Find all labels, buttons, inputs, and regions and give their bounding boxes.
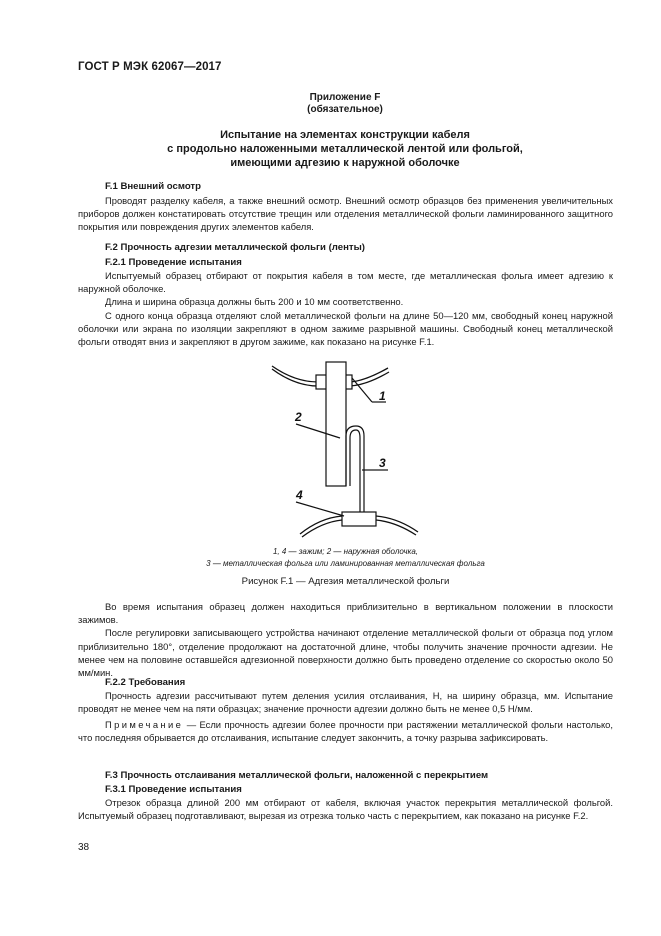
paragraph: Испытуемый образец отбирают от покрытия кабеля в том месте, где металлическая фольга имеет адгезию к наружной оболочке. (78, 270, 613, 295)
figure-label-3: 3 (379, 456, 386, 470)
foil-loop (346, 426, 364, 514)
bottom-clamp (342, 512, 376, 526)
figure-caption: Рисунок F.1 — Адгезия металлической фольги (241, 576, 450, 587)
appendix-status: (обязательное) (307, 104, 383, 115)
section-f21-heading: F.2.1 Проведение испытания (105, 257, 242, 268)
figure-legend-line-2: 3 — металлическая фольга или ламинированная металлическая фольга (206, 559, 485, 568)
section-f22-heading: F.2.2 Требования (105, 677, 186, 688)
section-f31-text (78, 796, 613, 822)
paragraph: Отрезок образца длиной 200 мм отбирают от кабеля, включая участок перекрытия металлической фольгой. Испытуемый образец подготавливают, вырезая из отрезка только часть с перекрытием, как показано на рисунке F.2. (78, 797, 613, 822)
paragraph: Во время испытания образец должен находиться приблизительно в вертикальном положении в плоскости зажимов. (78, 601, 613, 626)
document-code: ГОСТ Р МЭК 62067—2017 (78, 61, 222, 73)
title-line-3: имеющими адгезию к наружной оболочке (230, 157, 460, 169)
figure-label-1: 1 (379, 389, 386, 403)
top-cable-right-arc-inner (350, 372, 389, 386)
note-label: Примечание (105, 719, 184, 730)
outer-sheath-strip (326, 362, 346, 486)
appendix-label: Приложение F (309, 92, 381, 103)
note (78, 718, 613, 744)
paragraph: Прочность адгезии рассчитывают путем деления усилия отслаивания, Н, на ширину образца, мм. Испытание проводят не менее чем на пяти образцах; значение прочности адгезии должно быть не менее 0,5 Н/мм. (78, 690, 613, 715)
top-cable-right-arc (350, 368, 388, 382)
title-line-2: с продольно наложенными металлической лентой или фольгой, (167, 143, 523, 155)
title-line-1: Испытание на элементах конструкции кабеля (220, 129, 470, 141)
section-f21-after-text (78, 600, 613, 679)
page-number: 38 (78, 842, 90, 853)
paragraph: Длина и ширина образца должны быть 200 и 10 мм соответственно. (105, 296, 404, 308)
section-f1-heading: F.1 Внешний осмотр (105, 181, 201, 192)
paragraph: После регулировки записывающего устройства начинают отделение металлической фольги от образца под углом приблизительно 180°, отделение продолжают на достаточной длине, чтобы получить значение прочности адгезии. Не менее чем на половине оставшейся адгезионной поверхности должно быть проведено отделение со скоростью около 50 мм/мин. (78, 627, 613, 679)
section-f3-heading: F.3 Прочность отслаивания металлической фольги, наложенной с перекрытием (105, 770, 489, 781)
figure-label-2: 2 (295, 410, 302, 424)
note-text: — Если прочность адгезии более прочности при растяжении металлической фольги настолько, что последняя обрывается до отслаивания, испытание следует закончить, а точку разрыва зафиксировать. (78, 719, 613, 744)
section-f22-text (78, 689, 613, 715)
bottom-cable-right-arc (376, 516, 418, 532)
section-f31-heading: F.3.1 Проведение испытания (105, 784, 242, 795)
figure-label-4: 4 (296, 488, 303, 502)
leader-line-4 (296, 502, 344, 516)
paragraph: Проводят разделку кабеля, а также внешний осмотр. Внешний осмотр образцов без применения увеличительных приборов должен констатировать отсутствие трещин или отделения металлической фольги ламинированного защитного покрытия или повреждения других элементов кабеля. (78, 195, 613, 233)
foil-loop-inner (350, 430, 360, 514)
section-f2-heading: F.2 Прочность адгезии металлической фольги (ленты) (105, 242, 365, 253)
figure-legend-line-1: 1, 4 — зажим; 2 — наружная оболочка, (272, 547, 419, 556)
paragraph: С одного конца образца отделяют слой металлической фольги на длине 50—120 мм, свободный конец наружной оболочки или экрана по изоляции закрепляют в одном зажиме разрывной машины. Свободный конец металлической фольги отводят вниз и закрепляют в другом зажиме, как показано на рисунке F.1. (78, 309, 613, 348)
